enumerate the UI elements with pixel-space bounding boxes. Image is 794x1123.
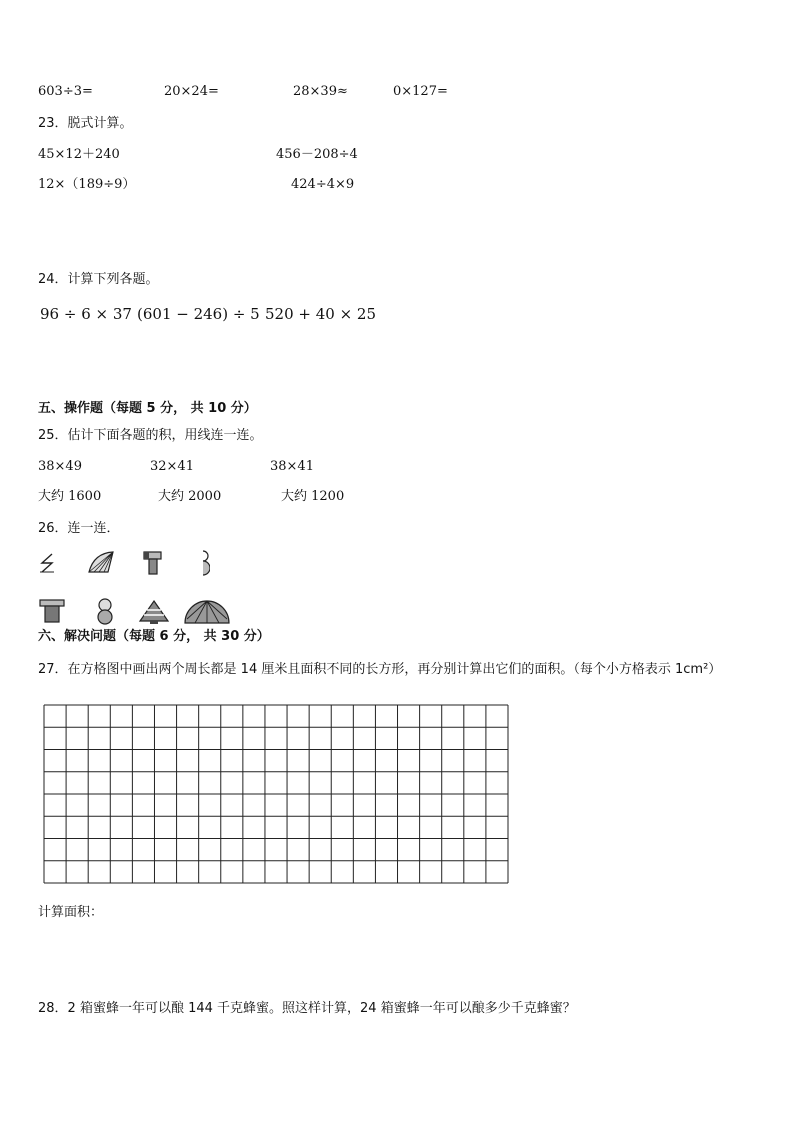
q25-product-2: 32×41 bbox=[150, 459, 194, 474]
q25-estimate-3: 大约 1200 bbox=[281, 489, 345, 504]
q25-title: 25．估计下面各题的积，用线连一连。 bbox=[38, 428, 263, 443]
square-grid[interactable] bbox=[43, 704, 509, 884]
q25-estimate-2: 大约 2000 bbox=[158, 489, 222, 504]
q24-item-1: 96 ÷ 6 × 37 bbox=[40, 305, 132, 323]
section5-heading: 五、操作题（每题 5 分， 共 10 分） bbox=[38, 401, 257, 416]
q23-title: 23．脱式计算。 bbox=[38, 116, 133, 131]
section6-heading: 六、解决问题（每题 6 分， 共 30 分） bbox=[38, 629, 270, 644]
q25-estimate-1: 大约 1600 bbox=[38, 489, 102, 504]
fan-icon bbox=[86, 549, 116, 575]
q25-product-3: 38×41 bbox=[270, 459, 314, 474]
mushroom-side-icon bbox=[142, 549, 164, 577]
q24-title: 24．计算下列各题。 bbox=[38, 272, 159, 287]
q24-item-3: 520 + 40 × 25 bbox=[265, 305, 377, 323]
q26-title: 26．连一连． bbox=[38, 521, 120, 536]
q23-item-2: 456－208÷4 bbox=[276, 147, 358, 162]
pagoda-icon bbox=[138, 599, 170, 625]
q23-item-1: 45×12＋240 bbox=[38, 147, 120, 162]
top-calc-2: 20×24= bbox=[164, 84, 219, 99]
q25-product-1: 38×49 bbox=[38, 459, 82, 474]
q24-item-2: (601 − 246) ÷ 5 bbox=[137, 305, 260, 323]
snowman-front-icon bbox=[94, 597, 116, 625]
zigzag-icon bbox=[38, 551, 58, 575]
snowman-side-icon bbox=[196, 549, 210, 577]
umbrella-top-icon bbox=[183, 597, 231, 625]
top-calc-4: 0×127= bbox=[393, 84, 448, 99]
q27-title: 27．在方格图中画出两个周长都是 14 厘米且面积不同的长方形，再分别计算出它们的面积。（每个小方格表示 1cm²） bbox=[38, 662, 722, 677]
top-calc-1: 603÷3= bbox=[38, 84, 93, 99]
q28-title: 28．2 箱蜜蜂一年可以酿 144 千克蜂蜜。照这样计算，24 箱蜜蜂一年可以酿多少千克蜂蜜？ bbox=[38, 1001, 576, 1016]
top-calc-3: 28×39≈ bbox=[293, 84, 348, 99]
q27-area-label: 计算面积： bbox=[38, 905, 104, 920]
q23-item-3: 12×（189÷9） bbox=[38, 177, 136, 192]
q23-item-4: 424÷4×9 bbox=[291, 177, 355, 192]
house-front-icon bbox=[38, 598, 66, 624]
